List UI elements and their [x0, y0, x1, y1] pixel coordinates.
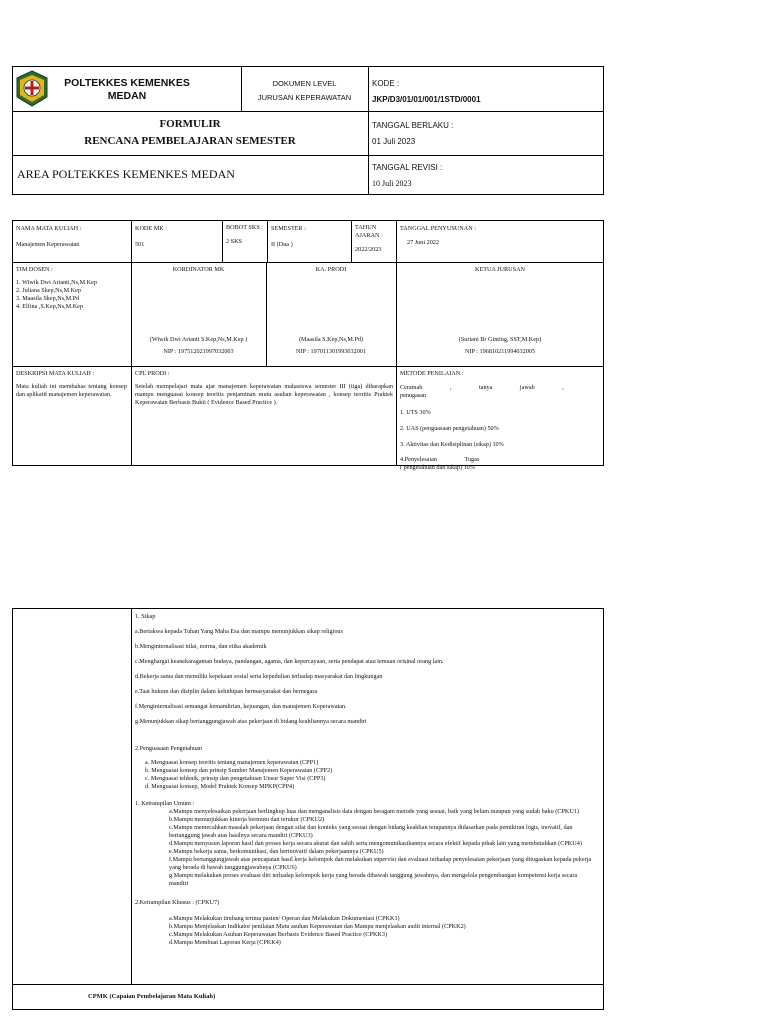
tanggal-berlaku-value: 01 Juli 2023	[372, 137, 416, 146]
tim-dosen-member: 2. Juliana Skep,Ns,M.Kep	[16, 287, 81, 295]
metode-item: Ceramah , tanya jawab , penugasan	[400, 384, 564, 400]
tahun-ajaran-value: 2022/2023	[355, 246, 382, 254]
tahun-ajaran-label: TAHUN AJARAN :	[355, 224, 383, 240]
pengetahuan-item: b. Menguasai konsep dan prinsip Sumber Manajemen Keperawatan (CPP2)	[145, 766, 333, 774]
area-title: AREA POLTEKKES KEMENKES MEDAN	[17, 167, 235, 181]
sikap-item: c.Menghargai keanekaragaman budaya, pandangan, agama, dan kepercayaan, serta pendapat atau temuan orisinal orang lain.	[135, 658, 444, 666]
tim-dosen-member: 1. Wiwik Dwi Arianti,Ns,M.Kep	[16, 279, 97, 287]
koordinator-name: (Wiwik Dwi Arianti S.Kep,Ns,M.Kep )	[149, 336, 248, 343]
kode-mk-label: KODE MK :	[135, 225, 167, 232]
deskripsi-label: DESKRIPSI MATA KULIAH :	[16, 370, 95, 377]
ketrampilan-khusus-item: b.Mampu Menjelaskan Indikator penilaian Mutu asuhan Keperawatan dan Mampu menjelaskan audit internal (CPKK2)	[169, 922, 466, 930]
ketrampilan-umum-item: a.Mampu menyelesaikan pekerjaan berlingkup luas dan menganalisis data dengan beragam metode yang sesuai, baik yang belum maupun yang sudah baku (CPKU1)	[169, 807, 579, 815]
ketrampilan-khusus-item: c.Mampu Melakukan Asuhan Keperawatan Berbasis Evidence Based Practice (CPKK3)	[169, 930, 388, 938]
kajur-label: KETUA JURUSAN	[474, 266, 526, 273]
metode-item: 3. Aktivitas dan Kedisiplinan (sikap) 10%	[400, 441, 504, 449]
poltekkes-logo	[14, 70, 50, 108]
bobot-value: 2 SKS	[226, 238, 242, 246]
sikap-item: a.Bertakwa kepada Tuhan Yang Maha Esa dan mampu menunjukkan sikap religious	[135, 628, 343, 636]
ketrampilan-umum-item: c.Mampu memecahkan masalah pekerjaan dengan sifat dan konteks yang sesuai dengan bidang keahlian terapannya didasarkan pada pemikiran logis, inovatif, dan bertanggung jawab atas hasilnya secara mandiri (CPKU3)	[169, 824, 573, 840]
nama-mk-value: Manajemen Keperawatan	[16, 241, 80, 249]
sikap-item: e.Taat hukum dan disiplin dalam kehidupan bermasyarakat dan bernegara	[135, 688, 318, 696]
ketrampilan-umum-item: e.Mampu bekerja sama, berkomunikasi, dan berinovatif dalam pekerjaannya (CPKU5)	[169, 848, 384, 856]
tanggal-penyusunan-value: 27 Juni 2022	[407, 239, 439, 247]
koordinator-nip: NIP : 197512021997032003	[163, 348, 234, 356]
ketrampilan-umum-heading: 1. Ketrampilan Umum :	[135, 799, 195, 807]
tanggal-revisi-label: TANGGAL REVISI :	[372, 163, 443, 172]
tim-dosen-label: TIM DOSEN :	[16, 266, 53, 273]
form-subtitle: RENCANA PEMBELAJARAN SEMESTER	[84, 135, 296, 147]
kaprodi-label: KA. PRODI	[315, 266, 347, 273]
pengetahuan-heading: 2.Penguasaan Pengetahuan	[135, 744, 203, 752]
ketrampilan-umum-item: g.Mampu melakukan proses evaluasi diri terhadap kelompok kerja yang berada dibawah tanggung jawabnya, dan mengelola pengembangan kompetensi kerja secara mandiri	[169, 872, 578, 888]
ketrampilan-khusus-item: d.Mampu Membuat Laporan Kerja (CPKK4)	[169, 938, 281, 946]
ketrampilan-khusus-heading: 2.Ketrampilan Khusus : (CPKU7)	[135, 898, 220, 906]
cpl-prodi-label: CPL PRODI :	[135, 370, 170, 377]
kajur-nip: NIP : 196810211994032005	[464, 348, 535, 356]
sikap-item: b.Menginternalisasi nilai, norma, dan etika akademik	[135, 643, 267, 651]
tanggal-penyusunan-label: TANGGAL PENYUSUNAN :	[400, 225, 476, 232]
nama-mk-label: NAMA MATA KULIAH :	[16, 225, 82, 232]
sikap-item: d.Bekerja sama dan memiliki kepekaan sosial serta kepedulian terhadap masyarakat dan lingkungan	[135, 673, 383, 681]
kaprodi-nip: NIP : 197011301993032001	[295, 348, 366, 356]
form-title: FORMULIR	[159, 118, 221, 130]
institution-name: POLTEKKES KEMENKES	[64, 77, 190, 89]
kode-mk-value: 501	[135, 241, 145, 249]
kajur-name: (Suriani Br Ginting, SST,M.Kep)	[458, 336, 542, 343]
doc-level-value: JURUSAN KEPERAWATAN	[257, 93, 352, 102]
pengetahuan-item: c. Menguasai tehknik, prinsip dan pengetahuan Unsur Super Visi (CPP3)	[145, 774, 326, 782]
metode-item: ( pengetahuan dan sikap) 10%	[400, 464, 475, 472]
tanggal-revisi-value: 10 Juli 2023	[372, 179, 412, 188]
ketrampilan-khusus-item: a.Mampu Melakukan timbang terima pasien/ Operan dan Melakukan Dokumentasi (CPKK1)	[169, 914, 400, 922]
institution-city: MEDAN	[107, 90, 147, 102]
tanggal-berlaku-label: TANGGAL BERLAKU :	[372, 121, 454, 130]
tim-dosen-member: 4. Elfina ,S.Kep,Ns,M.Kep	[16, 303, 84, 311]
metode-item: 4.Penyelesaian Tugas	[400, 456, 480, 464]
metode-item: 2. UAS (penguasaan pengetahuan) 50%	[400, 425, 499, 433]
ketrampilan-umum-item: f.Mampu bertanggungjawab atas pencapaian hasil kerja kelompok dan melakukan supervisi dan evaluasi terhadap penyelesaian pekerjaan yang ditugaskan kepada pekerja yang berada di bawah tanggungjawabnya (CPKU6)	[169, 856, 592, 872]
kode-value: JKP/D3/01/01/001/1STD/0001	[372, 95, 481, 104]
cpl-prodi-text: Setelah mempelajari mata ajar manajemen keperawatan mahasiswa semester III (tiga) diharapkan mampu menguasai konsep teoritis penjaminan mutu asuhan keperawatan , konsep teoritis Praktek Keperawatan Berbasis Bukti ( Evidence Based Practice ).	[135, 383, 393, 407]
tim-dosen-member: 3. Maasila Skep,Ns,M.Pd	[16, 295, 80, 303]
cpmk-label: CPMK (Capaian Pembelajaran Mata Kuliah)	[88, 993, 216, 1000]
deskripsi-text: Mata kuliah ini membahas tentang konsep dan aplikatif manajemen keperawatan.	[16, 383, 127, 399]
kode-label: KODE :	[372, 79, 400, 88]
koordinator-label: KORDINATOR MK	[172, 266, 225, 273]
semester-value: II (Dua )	[271, 241, 293, 249]
bobot-label: BOBOT SKS :	[226, 224, 264, 231]
doc-level-label: DOKUMEN LEVEL	[272, 79, 337, 88]
kaprodi-name: (Maasila S.Kep,Ns,M.Pd)	[298, 336, 364, 343]
sikap-item: g.Menunjukkan sikap bertanggungjawab atas pekerjaan di bidang keahliannya secara mandiri	[135, 718, 367, 726]
semester-label: SEMESTER :	[271, 225, 306, 232]
metode-item: 1. UTS 30%	[400, 409, 431, 417]
pengetahuan-item: a. Menguasai konsep teoritis tentang manajemen keperawatan (CPP1)	[145, 758, 319, 766]
ketrampilan-umum-item: b.Mampu menunjukkan kinerja bermutu dan terukur (CPKU2)	[169, 815, 325, 823]
ketrampilan-umum-item: d.Mampu menyusun laporan hasil dan proses kerja secara akurat dan sahih serta mengomunikasikannya secara efektif kepada pihak lain yang membutuhkan (CPKU4)	[169, 840, 582, 848]
pengetahuan-item: d. Menguasai konsep, Model Praktek Konsep MPKP(CPP4)	[145, 782, 295, 790]
metode-label: METODE PENILAIAN :	[400, 370, 464, 377]
sikap-item: f.Menginternalisasi semangat kemandirian, kejuangan, dan manajemen Keperawatan.	[135, 703, 347, 711]
cpl-detail	[135, 613, 597, 947]
sikap-heading: 1. Sikap	[135, 613, 156, 620]
